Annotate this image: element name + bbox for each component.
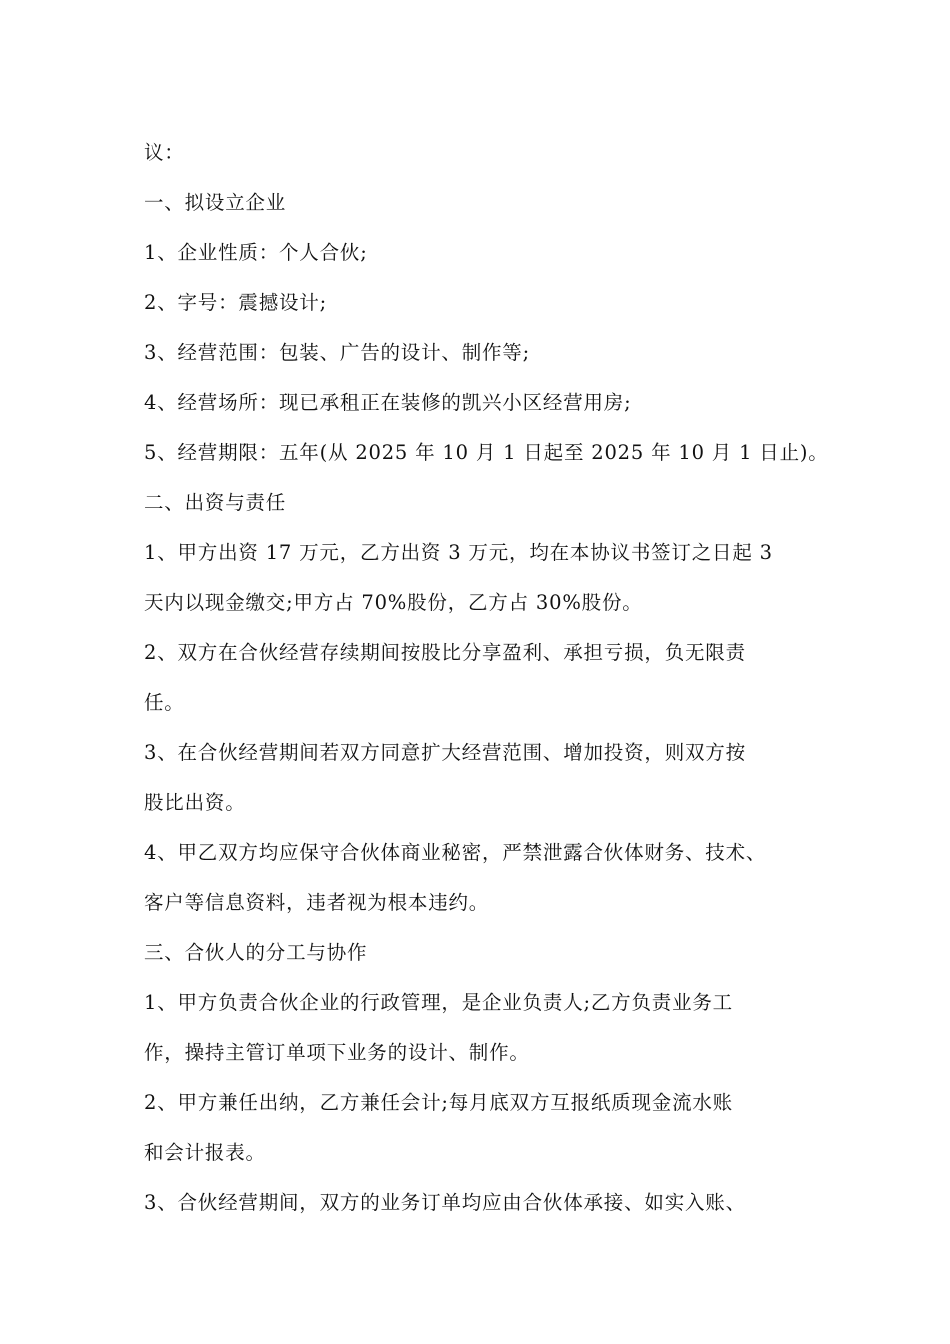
clause-line: 股比出资。 <box>144 791 246 814</box>
clause-line: 作，操持主管订单项下业务的设计、制作。 <box>144 1041 530 1064</box>
clause-line: 和会计报表。 <box>144 1141 266 1164</box>
document-body <box>144 128 829 1228</box>
clause-line: 1、甲方负责合伙企业的行政管理，是企业负责人;乙方负责业务工 <box>144 991 733 1014</box>
text-line: 议： <box>144 141 185 164</box>
clause-line: 2、字号：震撼设计; <box>144 291 327 314</box>
clause-line: 4、经营场所：现已承租正在装修的凯兴小区经营用房; <box>144 391 632 414</box>
section-heading: 三、合伙人的分工与协作 <box>144 941 368 964</box>
clause-line: 客户等信息资料，违者视为根本违约。 <box>144 891 490 914</box>
clause-line: 2、甲方兼任出纳，乙方兼任会计;每月底双方互报纸质现金流水账 <box>144 1091 733 1114</box>
clause-line: 3、合伙经营期间，双方的业务订单均应由合伙体承接、如实入账、 <box>144 1191 746 1214</box>
clause-line: 3、经营范围：包装、广告的设计、制作等; <box>144 341 530 364</box>
clause-line: 2、双方在合伙经营存续期间按股比分享盈利、承担亏损，负无限责 <box>144 641 746 664</box>
clause-line: 任。 <box>144 691 185 714</box>
clause-line: 1、企业性质：个人合伙; <box>144 241 368 264</box>
section-heading: 一、拟设立企业 <box>144 191 287 214</box>
clause-line: 1、甲方出资 17 万元，乙方出资 3 万元，均在本协议书签订之日起 3 <box>144 541 773 564</box>
section-heading: 二、出资与责任 <box>144 491 287 514</box>
clause-line: 5、经营期限：五年(从 2025 年 10 月 1 日起至 2025 年 10 月 1 日止)。 <box>144 441 829 464</box>
clause-line: 天内以现金缴交;甲方占 70%股份，乙方占 30%股份。 <box>144 591 643 614</box>
clause-line: 4、甲乙双方均应保守合伙体商业秘密，严禁泄露合伙体财务、技术、 <box>144 841 767 864</box>
clause-line: 3、在合伙经营期间若双方同意扩大经营范围、增加投资，则双方按 <box>144 741 746 764</box>
